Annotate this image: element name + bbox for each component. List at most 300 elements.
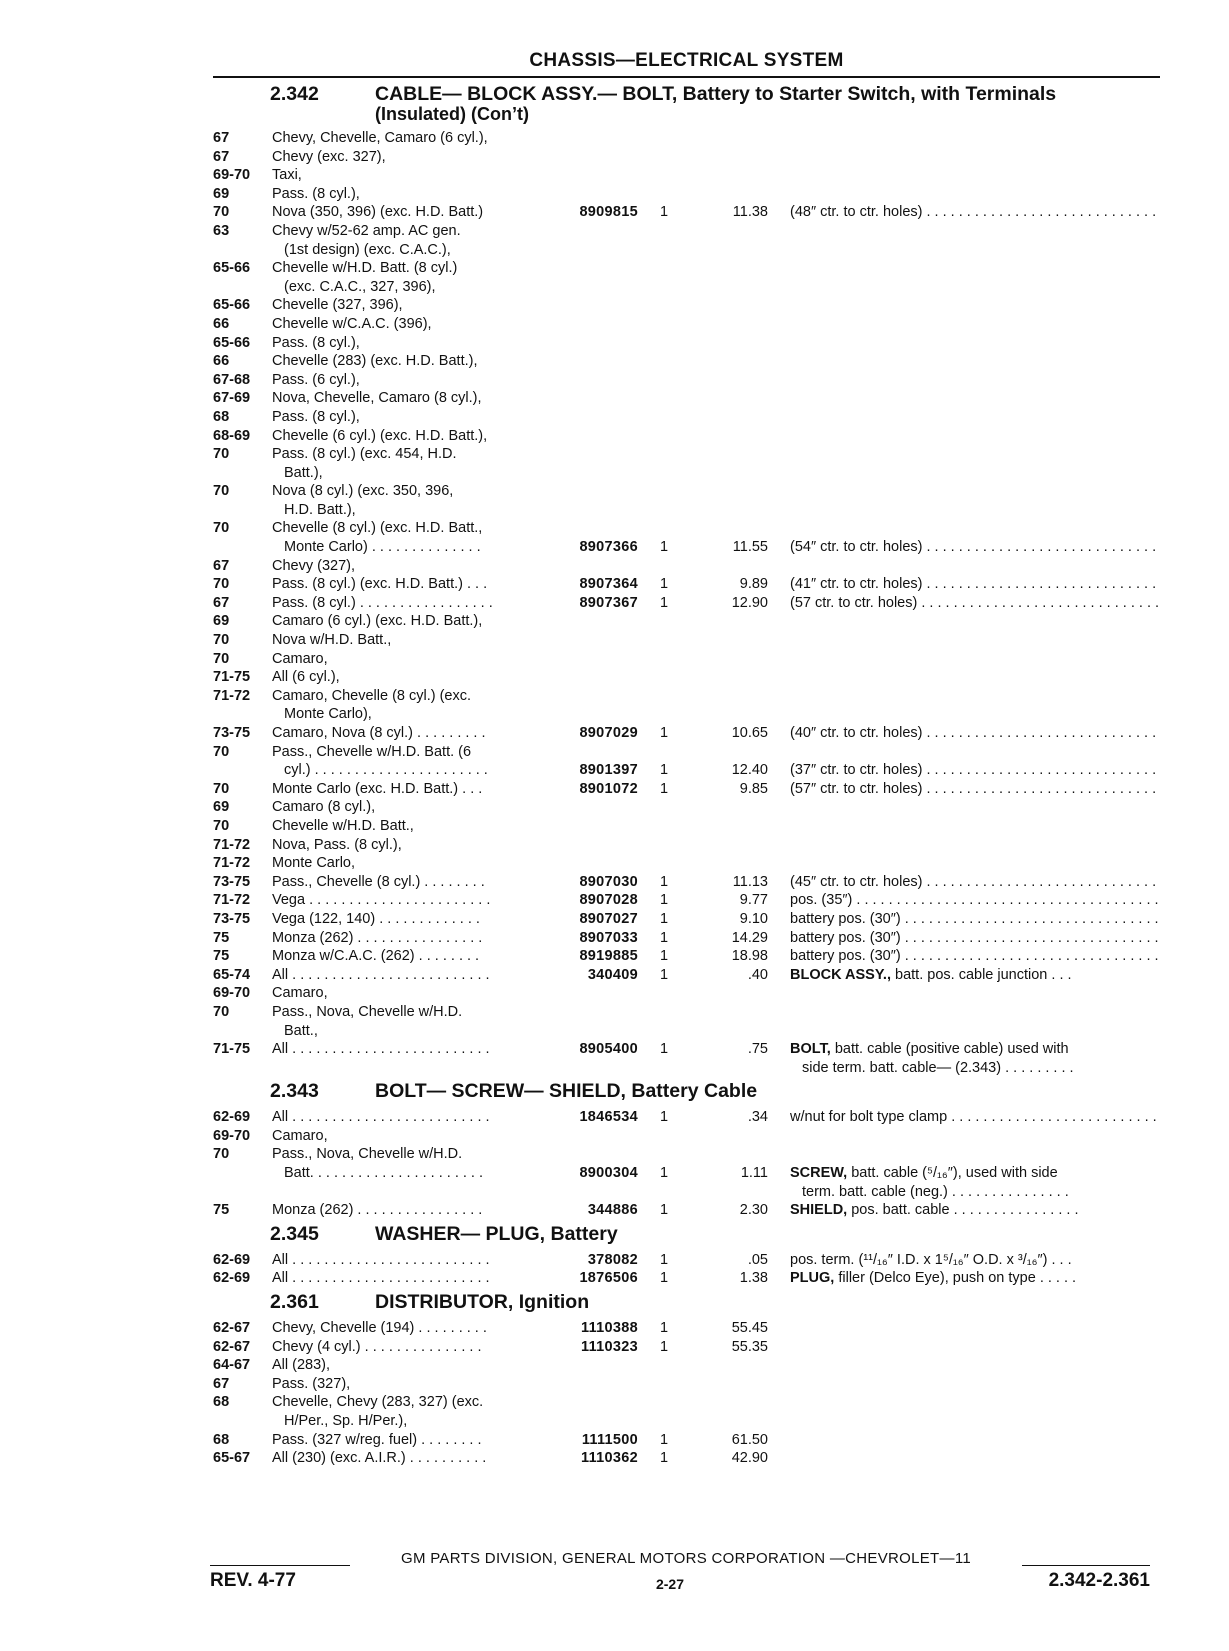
model-year: 68: [213, 1431, 230, 1448]
model-application: Monte Carlo,: [272, 855, 356, 872]
description-text: battery pos. (30″) . . .: [790, 911, 1160, 927]
quantity: 1: [660, 1270, 669, 1287]
quantity: 1: [660, 1165, 669, 1182]
model-year: 69-70: [213, 985, 251, 1002]
price: 55.45: [731, 1320, 768, 1337]
model-year: 62-67: [213, 1338, 251, 1355]
model-year: 65-66: [213, 334, 251, 351]
quantity: 1: [660, 929, 669, 946]
part-number: 8907364: [579, 576, 638, 593]
model-application: All (6 cyl.),: [272, 669, 340, 686]
quantity: 1: [660, 1202, 669, 1219]
model-year: 62-69: [213, 1109, 251, 1126]
model-year: 71-75: [213, 1041, 251, 1058]
model-application: Camaro (8 cyl.),: [272, 799, 376, 816]
description-text: (57 ctr. to ctr. holes) . . .: [790, 595, 1160, 611]
quantity: 1: [660, 1251, 669, 1268]
table-row: [0, 538, 1229, 557]
quantity: 1: [660, 910, 669, 927]
model-application: All . . . . . . . . . . . . . . . . . . . . . . . . .: [272, 1041, 490, 1058]
model-application: (1st design) (exc. C.A.C.),: [284, 241, 451, 258]
price: 55.35: [731, 1338, 768, 1355]
footer-section-range: 2.342-2.361: [1048, 1570, 1150, 1591]
quantity: 1: [660, 948, 669, 965]
model-application: Pass., Chevelle w/H.D. Batt. (6: [272, 743, 472, 760]
description-text: (40″ ctr. to ctr. holes) . . .: [790, 725, 1160, 741]
model-application: Nova, Chevelle, Camaro (8 cyl.),: [272, 390, 482, 407]
model-application: Chevelle w/C.A.C. (396),: [272, 315, 432, 332]
part-number: 8907366: [579, 539, 638, 556]
model-application: Camaro, Nova (8 cyl.) . . . . . . . . .: [272, 725, 486, 741]
model-year: 67: [213, 594, 230, 611]
table-row: [0, 724, 1229, 743]
table-row: [0, 631, 1229, 650]
model-year: 63: [213, 222, 230, 239]
table-row: [0, 1108, 1229, 1127]
model-year: 70: [213, 1003, 230, 1020]
table-row: [0, 148, 1229, 167]
section-number: 2.342: [270, 83, 319, 105]
table-row: [0, 854, 1229, 873]
table-row: [0, 1269, 1229, 1288]
table-row: [0, 1338, 1229, 1357]
description-text: (57″ ctr. to ctr. holes) . . .: [790, 781, 1160, 797]
model-year: 70: [213, 204, 230, 221]
model-application: Nova (8 cyl.) (exc. 350, 396,: [272, 483, 454, 500]
model-application: Camaro (6 cyl.) (exc. H.D. Batt.),: [272, 613, 483, 630]
description-text: batt. pos. cable junction . . .: [890, 966, 1072, 983]
table-row: [0, 1393, 1229, 1412]
model-application: Chevelle (6 cyl.) (exc. H.D. Batt.),: [272, 427, 488, 444]
model-year: 62-67: [213, 1320, 251, 1337]
table-row: [0, 594, 1229, 613]
model-application: Chevy (4 cyl.) . . . . . . . . . . . . . . .: [272, 1338, 482, 1355]
price: 42.90: [731, 1450, 768, 1467]
model-application: H/Per., Sp. H/Per.),: [284, 1413, 408, 1429]
model-application: Monte Carlo) . . . . . . . . . . . . . .: [284, 539, 481, 556]
model-application: Chevelle (283) (exc. H.D. Batt.),: [272, 353, 478, 370]
footer-rule-left: [210, 1565, 350, 1566]
price: .75: [747, 1041, 768, 1058]
part-number: 8907033: [579, 929, 638, 946]
model-year: 68-69: [213, 427, 251, 444]
description-text: batt. cable (⁵/₁₆″), used with side: [847, 1165, 1058, 1182]
quantity: 1: [660, 1320, 669, 1337]
footer-publisher: GM PARTS DIVISION, GENERAL MOTORS CORPORATION —CHEVROLET—11: [400, 1550, 971, 1567]
part-description: [790, 575, 1160, 594]
model-application: cyl.) . . . . . . . . . . . . . . . . . . . . . .: [284, 762, 488, 779]
table-row: [0, 1375, 1229, 1394]
model-year: 70: [213, 483, 230, 500]
table-row: [0, 705, 1229, 724]
model-application: Chevelle (327, 396),: [272, 297, 403, 314]
parts-listing: [0, 84, 1229, 1468]
table-row: [0, 501, 1229, 520]
table-row: [0, 1412, 1229, 1431]
table-row: [0, 464, 1229, 483]
table-row: [0, 836, 1229, 855]
part-number: 1876506: [579, 1270, 638, 1287]
model-application: All . . . . . . . . . . . . . . . . . . . . . . . . .: [272, 1251, 490, 1268]
model-year: 66: [213, 315, 230, 332]
table-row: [0, 1059, 1229, 1078]
part-description: [790, 1201, 1160, 1220]
table-row: [0, 929, 1229, 948]
part-description: [790, 538, 1160, 557]
model-year: 65-66: [213, 297, 251, 314]
model-year: 71-72: [213, 687, 251, 704]
quantity: 1: [660, 1450, 669, 1467]
part-keyword: SCREW,: [790, 1165, 848, 1182]
model-application: Pass. (327),: [272, 1375, 351, 1392]
model-application: Camaro,: [272, 985, 328, 1002]
table-row: [0, 1356, 1229, 1375]
part-number: 8907030: [579, 873, 638, 890]
model-application: Pass., Nova, Chevelle w/H.D.: [272, 1003, 463, 1020]
model-year: 70: [213, 520, 230, 537]
table-row: [0, 166, 1229, 185]
table-row: [0, 761, 1229, 780]
part-description: [790, 1183, 1172, 1202]
model-application: Monte Carlo),: [284, 706, 372, 723]
model-year: 65-66: [213, 260, 251, 277]
part-number: 8905400: [579, 1041, 638, 1058]
table-row: [0, 1022, 1229, 1041]
part-description: [790, 1059, 1172, 1078]
model-year: 64-67: [213, 1357, 251, 1374]
quantity: 1: [660, 725, 669, 741]
section-title: WASHER— PLUG, Battery: [375, 1222, 618, 1245]
description-text: (45″ ctr. to ctr. holes) . . .: [790, 874, 1160, 890]
table-row: [0, 519, 1229, 538]
model-application: Chevy, Chevelle, Camaro (6 cyl.),: [272, 130, 488, 146]
model-year: 69: [213, 799, 230, 816]
part-description: [790, 1251, 1160, 1270]
table-row: [0, 1201, 1229, 1220]
section-title: CABLE— BLOCK ASSY.— BOLT, Battery to Starter Switch, with Terminals: [375, 83, 1057, 105]
table-row: [0, 334, 1229, 353]
model-application: Pass., Chevelle (8 cyl.) . . . . . . . .: [272, 873, 485, 890]
price: 2.30: [739, 1202, 768, 1219]
model-application: Pass. (8 cyl.) (exc. H.D. Batt.) . . .: [272, 576, 488, 593]
model-application: Batt.,: [284, 1022, 318, 1039]
table-row: [0, 1449, 1229, 1468]
part-number: 1111500: [581, 1431, 638, 1448]
model-year: 67: [213, 1375, 230, 1392]
quantity: 1: [660, 762, 669, 779]
model-year: 69: [213, 613, 230, 630]
model-application: (exc. C.A.C., 327, 396),: [284, 278, 436, 295]
part-description: [790, 947, 1160, 966]
model-year: 73-75: [213, 873, 251, 890]
table-row: [0, 389, 1229, 408]
model-application: Vega (122, 140) . . . . . . . . . . . . .: [272, 910, 480, 927]
description-text: side term. batt. cable— (2.343) . . . . . . . . .: [802, 1059, 1074, 1076]
model-year: 73-75: [213, 725, 251, 741]
model-application: Chevelle (8 cyl.) (exc. H.D. Batt.,: [272, 520, 483, 537]
price: .05: [747, 1251, 768, 1268]
part-number: 8919885: [579, 948, 638, 965]
model-year: 71-72: [213, 892, 251, 909]
description-text: w/nut for bolt type clamp . . .: [790, 1109, 1160, 1125]
description-text: battery pos. (30″) . . .: [790, 930, 1160, 946]
table-row: [0, 947, 1229, 966]
model-year: 67: [213, 148, 230, 165]
price: 11.13: [732, 873, 768, 890]
table-row: [0, 445, 1229, 464]
description-text: pos. batt. cable . . . . . . . . . . . . . . . .: [847, 1202, 1079, 1219]
model-year: 66: [213, 353, 230, 370]
quantity: 1: [660, 1041, 669, 1058]
table-row: [0, 798, 1229, 817]
table-row: [0, 575, 1229, 594]
model-year: 71-75: [213, 669, 251, 686]
part-description: [790, 1164, 1160, 1183]
part-keyword: SHIELD,: [790, 1202, 848, 1219]
price: 61.50: [731, 1431, 768, 1448]
model-year: 71-72: [213, 855, 251, 872]
model-application: Nova (350, 396) (exc. H.D. Batt.): [272, 204, 484, 221]
quantity: 1: [660, 873, 669, 890]
part-description: [790, 724, 1160, 743]
table-row: [0, 427, 1229, 446]
model-application: All . . . . . . . . . . . . . . . . . . . . . . . . .: [272, 1270, 490, 1287]
footer-rule-right: [1022, 1565, 1150, 1566]
model-year: 69-70: [213, 1127, 251, 1144]
table-row: [0, 278, 1229, 297]
description-text: (54″ ctr. to ctr. holes) . . .: [790, 539, 1160, 555]
part-description: [790, 1040, 1160, 1059]
section-subtitle: (Insulated) (Con’t): [375, 104, 529, 124]
table-row: [0, 650, 1229, 669]
table-row: [0, 1319, 1229, 1338]
model-year: 67-69: [213, 390, 251, 407]
description-text: (41″ ctr. to ctr. holes) . . .: [790, 576, 1160, 592]
part-number: 8907367: [579, 594, 638, 611]
table-row: [0, 780, 1229, 799]
part-keyword: PLUG,: [790, 1270, 835, 1287]
price: 1.11: [740, 1165, 768, 1182]
description-text: (48″ ctr. to ctr. holes) . . .: [790, 204, 1160, 220]
part-number: 344886: [587, 1202, 638, 1219]
table-row: [0, 129, 1229, 148]
table-row: [0, 966, 1229, 985]
price: 10.65: [731, 725, 768, 741]
model-application: Chevelle w/H.D. Batt. (8 cyl.): [272, 260, 458, 277]
model-application: Monza w/C.A.C. (262) . . . . . . . .: [272, 948, 480, 965]
model-year: 68: [213, 1394, 230, 1411]
price: 9.89: [739, 576, 768, 593]
model-application: All (230) (exc. A.I.R.) . . . . . . . . . .: [272, 1450, 487, 1467]
model-application: Monza (262) . . . . . . . . . . . . . . . .: [272, 929, 483, 946]
table-row: [0, 1164, 1229, 1183]
table-row: [0, 408, 1229, 427]
part-number: 8909815: [579, 204, 638, 221]
table-row: [0, 1183, 1229, 1202]
table-row: [0, 482, 1229, 501]
model-application: All . . . . . . . . . . . . . . . . . . . . . . . . .: [272, 966, 490, 983]
part-description: [790, 1108, 1160, 1127]
part-description: [790, 891, 1160, 910]
part-keyword: BOLT,: [790, 1041, 831, 1058]
table-row: [0, 668, 1229, 687]
part-number: 8901397: [579, 762, 638, 779]
footer-page-number: 2-27: [655, 1576, 685, 1592]
table-row: [0, 557, 1229, 576]
table-row: [0, 352, 1229, 371]
section-title: BOLT— SCREW— SHIELD, Battery Cable: [375, 1080, 758, 1103]
model-year: 70: [213, 446, 230, 463]
model-application: Monza (262) . . . . . . . . . . . . . . . .: [272, 1202, 483, 1219]
price: 18.98: [731, 948, 768, 965]
part-description: [790, 594, 1160, 613]
table-row: [0, 203, 1229, 222]
model-application: Pass. (327 w/reg. fuel) . . . . . . . .: [272, 1431, 482, 1448]
model-year: 62-69: [213, 1251, 251, 1268]
model-application: Batt.),: [284, 464, 323, 481]
model-year: 65-67: [213, 1450, 251, 1467]
model-year: 69-70: [213, 167, 251, 184]
description-text: pos. term. (¹¹/₁₆″ I.D. x 1⁵/₁₆″ O.D. x ³/₁₆″) . . .: [790, 1251, 1072, 1268]
model-year: 75: [213, 1202, 230, 1219]
part-keyword: BLOCK ASSY.,: [790, 966, 891, 983]
part-number: 378082: [587, 1251, 638, 1268]
section-number: 2.343: [270, 1080, 319, 1103]
model-application: Vega . . . . . . . . . . . . . . . . . . . . . . .: [272, 892, 491, 909]
table-row: [0, 612, 1229, 631]
description-text: battery pos. (30″) . . .: [790, 948, 1160, 964]
table-row: [0, 1431, 1229, 1450]
model-year: 70: [213, 817, 230, 834]
part-description: [790, 873, 1160, 892]
section-number: 2.345: [270, 1222, 319, 1245]
section-heading: [270, 1224, 1229, 1245]
price: 12.40: [731, 762, 768, 779]
part-number: 1110388: [581, 1320, 638, 1337]
quantity: 1: [660, 1431, 669, 1448]
description-text: term. batt. cable (neg.) . . . . . . . . . . . . . . .: [802, 1183, 1069, 1200]
model-year: 69: [213, 185, 230, 202]
table-row: [0, 984, 1229, 1003]
model-application: Camaro,: [272, 1127, 328, 1144]
part-number: 8907029: [579, 725, 638, 741]
model-year: 68: [213, 408, 230, 425]
quantity: 1: [660, 594, 669, 611]
section-heading: [270, 1081, 1229, 1102]
model-application: Chevelle w/H.D. Batt.,: [272, 817, 414, 834]
part-number: 1110323: [581, 1338, 638, 1355]
table-row: [0, 873, 1229, 892]
model-year: 67: [213, 557, 230, 574]
table-row: [0, 1145, 1229, 1164]
part-number: 8907027: [579, 910, 638, 927]
model-application: Pass. (6 cyl.),: [272, 371, 360, 388]
table-row: [0, 1127, 1229, 1146]
model-application: Nova w/H.D. Batt.,: [272, 632, 392, 649]
table-row: [0, 296, 1229, 315]
quantity: 1: [660, 576, 669, 593]
model-application: Pass. (8 cyl.),: [272, 408, 360, 425]
model-application: Camaro,: [272, 650, 328, 667]
price: 11.38: [732, 204, 768, 221]
price: .40: [747, 966, 768, 983]
table-row: [0, 371, 1229, 390]
model-application: Chevy w/52-62 amp. AC gen.: [272, 222, 461, 239]
price: 1.38: [739, 1270, 768, 1287]
part-number: 8907028: [579, 892, 638, 909]
model-year: 67-68: [213, 371, 251, 388]
quantity: 1: [660, 1109, 669, 1126]
model-application: Chevelle, Chevy (283, 327) (exc.: [272, 1394, 484, 1411]
model-application: Pass. (8 cyl.),: [272, 185, 360, 202]
price: .34: [747, 1109, 768, 1126]
part-description: [790, 203, 1160, 222]
model-year: 70: [213, 780, 230, 797]
part-number: 1846534: [579, 1109, 638, 1126]
part-number: 8901072: [579, 780, 638, 797]
model-application: H.D. Batt.),: [284, 501, 356, 518]
part-description: [790, 966, 1160, 985]
section-title: DISTRIBUTOR, Ignition: [375, 1291, 590, 1314]
model-application: Camaro, Chevelle (8 cyl.) (exc.: [272, 687, 472, 704]
description-text: pos. (35″) . . .: [790, 892, 1160, 908]
price: 14.29: [731, 929, 768, 946]
page-title: CHASSIS—ELECTRICAL SYSTEM: [529, 50, 844, 71]
part-description: [790, 929, 1160, 948]
model-application: Chevy (327),: [272, 557, 356, 574]
price: 9.10: [739, 910, 768, 927]
description-text: filler (Delco Eye), push on type . . . . .: [834, 1270, 1077, 1287]
model-year: 67: [213, 130, 230, 146]
table-row: [0, 1040, 1229, 1059]
model-application: Pass. (8 cyl.) (exc. 454, H.D.: [272, 446, 457, 463]
price: 9.77: [739, 892, 768, 909]
part-description: [790, 910, 1160, 929]
model-application: Monte Carlo (exc. H.D. Batt.) . . .: [272, 780, 483, 797]
model-year: 70: [213, 650, 230, 667]
table-row: [0, 1251, 1229, 1270]
model-application: All (283),: [272, 1357, 331, 1374]
model-application: Nova, Pass. (8 cyl.),: [272, 836, 402, 853]
model-year: 75: [213, 929, 230, 946]
table-row: [0, 1003, 1229, 1022]
description-text: (37″ ctr. to ctr. holes) . . .: [790, 762, 1160, 778]
part-number: 1110362: [581, 1450, 638, 1467]
price: 12.90: [731, 594, 768, 611]
quantity: 1: [660, 1338, 669, 1355]
model-application: Pass., Nova, Chevelle w/H.D.: [272, 1146, 463, 1163]
price: 11.55: [732, 539, 768, 556]
footer-revision: REV. 4-77: [210, 1570, 296, 1591]
part-description: [790, 1269, 1160, 1288]
model-year: 70: [213, 743, 230, 760]
model-year: 65-74: [213, 966, 251, 983]
table-row: [0, 222, 1229, 241]
section-heading: [270, 1292, 1229, 1313]
model-application: Chevy (exc. 327),: [272, 148, 386, 165]
part-number: 340409: [587, 966, 638, 983]
quantity: 1: [660, 966, 669, 983]
part-description: [790, 780, 1160, 799]
section-heading: [270, 84, 1229, 123]
quantity: 1: [660, 892, 669, 909]
price: 9.85: [739, 780, 768, 797]
table-row: [0, 891, 1229, 910]
part-description: [790, 761, 1160, 780]
model-year: 71-72: [213, 836, 251, 853]
table-row: [0, 817, 1229, 836]
model-year: 70: [213, 576, 230, 593]
